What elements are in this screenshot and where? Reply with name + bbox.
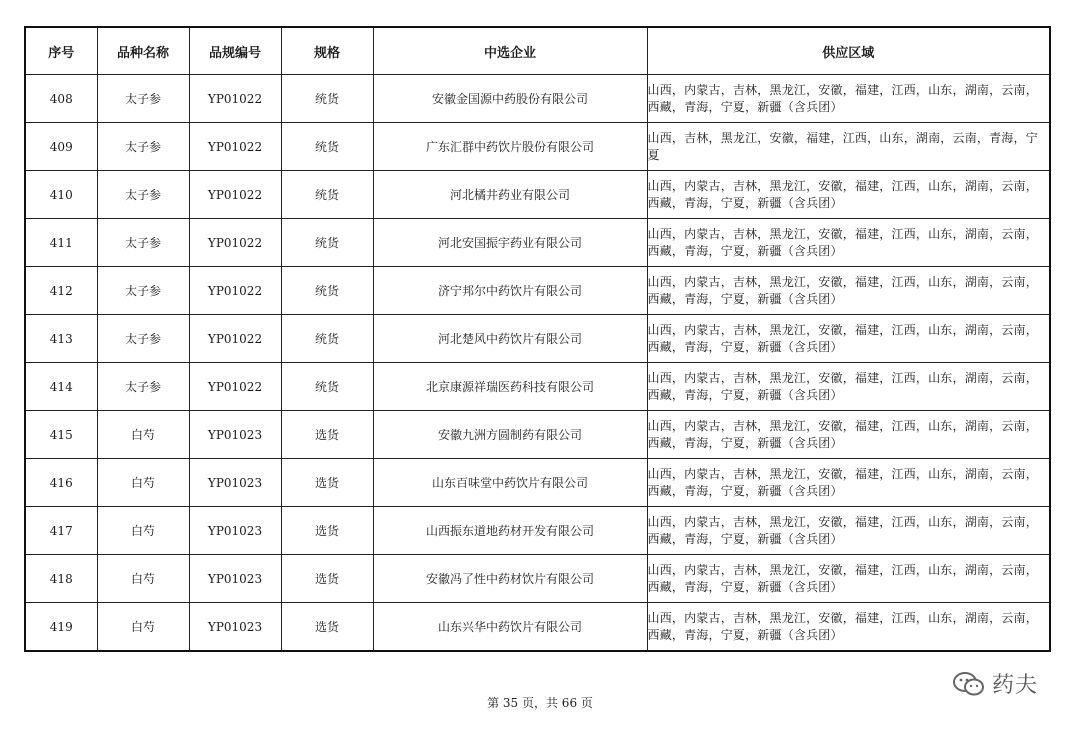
cell-region: 山西，内蒙古，吉林，黑龙江，安徽，福建，江西，山东，湖南，云南，西藏，青海，宁夏，新疆（含兵团） — [647, 75, 1050, 123]
table-header-row — [25, 27, 1050, 75]
cell-spec: 选货 — [281, 603, 373, 652]
cell-spec: 选货 — [281, 507, 373, 555]
cell-no: 415 — [25, 411, 97, 459]
cell-company: 北京康源祥瑞医药科技有限公司 — [373, 363, 647, 411]
table-row — [25, 555, 1050, 603]
selection-table — [24, 26, 1051, 652]
cell-company: 山西振东道地药材开发有限公司 — [373, 507, 647, 555]
cell-company: 河北橘井药业有限公司 — [373, 171, 647, 219]
table-row — [25, 75, 1050, 123]
cell-name: 白芍 — [97, 507, 189, 555]
cell-code: YP01022 — [189, 267, 281, 315]
cell-region: 山西，内蒙古，吉林，黑龙江，安徽，福建，江西，山东，湖南，云南，西藏，青海，宁夏，新疆（含兵团） — [647, 603, 1050, 652]
cell-region: 山西，内蒙古，吉林，黑龙江，安徽，福建，江西，山东，湖南，云南，西藏，青海，宁夏，新疆（含兵团） — [647, 411, 1050, 459]
cell-company: 济宁邦尔中药饮片有限公司 — [373, 267, 647, 315]
cell-no: 419 — [25, 603, 97, 652]
page-number: 第 35 页，共 66 页 — [487, 696, 593, 710]
table-row — [25, 315, 1050, 363]
cell-company: 安徽金国源中药股份有限公司 — [373, 75, 647, 123]
wechat-icon — [952, 670, 986, 698]
table-row — [25, 411, 1050, 459]
cell-name: 太子参 — [97, 171, 189, 219]
cell-company: 河北楚风中药饮片有限公司 — [373, 315, 647, 363]
cell-spec: 统货 — [281, 171, 373, 219]
cell-name: 白芍 — [97, 459, 189, 507]
cell-region: 山西，吉林，黑龙江，安徽，福建，江西，山东，湖南，云南，青海，宁夏 — [647, 123, 1050, 171]
cell-spec: 统货 — [281, 219, 373, 267]
table-row — [25, 459, 1050, 507]
table-row — [25, 219, 1050, 267]
cell-code: YP01022 — [189, 123, 281, 171]
cell-name: 太子参 — [97, 75, 189, 123]
cell-spec: 选货 — [281, 459, 373, 507]
cell-code: YP01022 — [189, 171, 281, 219]
cell-no: 417 — [25, 507, 97, 555]
cell-code: YP01023 — [189, 411, 281, 459]
table-row — [25, 267, 1050, 315]
cell-code: YP01022 — [189, 363, 281, 411]
cell-no: 409 — [25, 123, 97, 171]
header-no: 序号 — [25, 27, 97, 75]
table-row — [25, 171, 1050, 219]
cell-no: 408 — [25, 75, 97, 123]
cell-code: YP01022 — [189, 315, 281, 363]
cell-region: 山西，内蒙古，吉林，黑龙江，安徽，福建，江西，山东，湖南，云南，西藏，青海，宁夏，新疆（含兵团） — [647, 267, 1050, 315]
cell-no: 414 — [25, 363, 97, 411]
cell-company: 山东兴华中药饮片有限公司 — [373, 603, 647, 652]
cell-name: 白芍 — [97, 603, 189, 652]
cell-no: 412 — [25, 267, 97, 315]
cell-name: 太子参 — [97, 267, 189, 315]
cell-name: 白芍 — [97, 555, 189, 603]
table-row — [25, 507, 1050, 555]
cell-company: 安徽九洲方圆制药有限公司 — [373, 411, 647, 459]
table-row — [25, 603, 1050, 652]
cell-spec: 统货 — [281, 363, 373, 411]
cell-no: 418 — [25, 555, 97, 603]
cell-region: 山西，内蒙古，吉林，黑龙江，安徽，福建，江西，山东，湖南，云南，西藏，青海，宁夏，新疆（含兵团） — [647, 219, 1050, 267]
cell-code: YP01023 — [189, 603, 281, 652]
cell-no: 413 — [25, 315, 97, 363]
watermark-text: 药夫 — [992, 673, 1039, 698]
cell-spec: 统货 — [281, 75, 373, 123]
watermark — [952, 668, 1038, 699]
header-code: 品规编号 — [189, 27, 281, 75]
header-spec: 规格 — [281, 27, 373, 75]
cell-company: 河北安国振宇药业有限公司 — [373, 219, 647, 267]
cell-spec: 选货 — [281, 411, 373, 459]
cell-region: 山西，内蒙古，吉林，黑龙江，安徽，福建，江西，山东，湖南，云南，西藏，青海，宁夏，新疆（含兵团） — [647, 315, 1050, 363]
cell-code: YP01023 — [189, 555, 281, 603]
cell-code: YP01022 — [189, 75, 281, 123]
cell-no: 410 — [25, 171, 97, 219]
cell-name: 太子参 — [97, 123, 189, 171]
cell-company: 山东百味堂中药饮片有限公司 — [373, 459, 647, 507]
cell-company: 安徽冯了性中药材饮片有限公司 — [373, 555, 647, 603]
cell-spec: 选货 — [281, 555, 373, 603]
cell-region: 山西，内蒙古，吉林，黑龙江，安徽，福建，江西，山东，湖南，云南，西藏，青海，宁夏，新疆（含兵团） — [647, 171, 1050, 219]
table-row — [25, 363, 1050, 411]
cell-name: 太子参 — [97, 315, 189, 363]
cell-code: YP01023 — [189, 507, 281, 555]
header-region: 供应区域 — [647, 27, 1050, 75]
cell-name: 太子参 — [97, 363, 189, 411]
cell-spec: 统货 — [281, 315, 373, 363]
table-row — [25, 123, 1050, 171]
cell-region: 山西，内蒙古，吉林，黑龙江，安徽，福建，江西，山东，湖南，云南，西藏，青海，宁夏，新疆（含兵团） — [647, 507, 1050, 555]
cell-spec: 统货 — [281, 267, 373, 315]
cell-code: YP01023 — [189, 459, 281, 507]
cell-spec: 统货 — [281, 123, 373, 171]
cell-no: 416 — [25, 459, 97, 507]
header-name: 品种名称 — [97, 27, 189, 75]
cell-company: 广东汇群中药饮片股份有限公司 — [373, 123, 647, 171]
cell-name: 太子参 — [97, 219, 189, 267]
cell-region: 山西，内蒙古，吉林，黑龙江，安徽，福建，江西，山东，湖南，云南，西藏，青海，宁夏，新疆（含兵团） — [647, 459, 1050, 507]
header-company: 中选企业 — [373, 27, 647, 75]
cell-region: 山西，内蒙古，吉林，黑龙江，安徽，福建，江西，山东，湖南，云南，西藏，青海，宁夏，新疆（含兵团） — [647, 555, 1050, 603]
cell-no: 411 — [25, 219, 97, 267]
cell-region: 山西，内蒙古，吉林，黑龙江，安徽，福建，江西，山东，湖南，云南，西藏，青海，宁夏，新疆（含兵团） — [647, 363, 1050, 411]
table-body — [25, 75, 1050, 652]
cell-code: YP01022 — [189, 219, 281, 267]
cell-name: 白芍 — [97, 411, 189, 459]
